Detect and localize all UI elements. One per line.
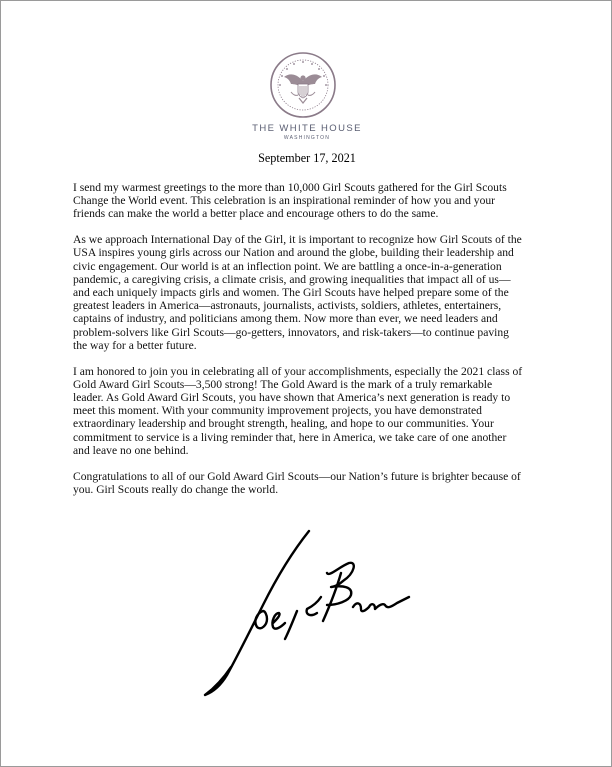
text-line: As we approach International Day of the Girl, it is important to recognize how Girl Scouts of the: [73, 233, 522, 247]
text-line: problem-solvers like Girl Scouts—go-getters, innovators, and risk-takers—to continue paving: [73, 325, 509, 339]
paragraph-4: [73, 470, 541, 496]
text-line: commitment to service is a living reminder that, here in America, we take care of one another: [73, 430, 507, 444]
text-line: pandemic, a caregiving crisis, a climate crisis, and growing inequalities that impact all of us—: [73, 272, 511, 286]
text-line: USA inspires young girls across our Nation and around the globe, building their leadership and: [73, 246, 514, 260]
presidential-seal-icon: [269, 51, 337, 119]
paragraph-2: [73, 233, 541, 352]
text-line: the way for a better future.: [73, 338, 197, 352]
text-line: I send my warmest greetings to the more than 10,000 Girl Scouts gathered for the Girl Scouts: [73, 181, 507, 194]
text-line: leader. As Gold Award Girl Scouts, you have shown that America’s next generation is ready to: [73, 391, 511, 405]
handwritten-signature: [201, 529, 411, 699]
text-line: captains of industry, and politicians among them. Now more than ever, we need leaders and: [73, 312, 498, 326]
text-line: you. Girl Scouts really do change the world.: [73, 482, 279, 496]
letterhead-title: THE WHITE HOUSE: [252, 123, 362, 134]
text-line: friends can make the world a better place and encourage others to do the same.: [73, 207, 439, 221]
letterhead-subtitle: WASHINGTON: [283, 135, 331, 141]
paragraph-1: [73, 181, 541, 221]
text-line: and leave no one behind.: [73, 443, 189, 457]
text-line: and each uniquely impacts girls and women. The Girl Scouts have helped prepare some of the: [73, 286, 509, 300]
text-line: Gold Award Girl Scouts—3,500 strong! The Gold Award is the mark of a truly remarkable: [73, 377, 493, 391]
text-line: greatest leaders in America—astronauts, journalists, activists, soldiers, athletes, entertainers,: [73, 299, 502, 313]
paragraph-3: [73, 365, 541, 457]
text-line: I am honored to join you in celebrating all of your accomplishments, especially the 2021 class of: [73, 364, 523, 378]
text-line: Congratulations to all of our Gold Award Girl Scouts—our Nation’s future is brighter because of: [73, 469, 521, 483]
letter-date: September 17, 2021: [258, 151, 356, 165]
text-line: civic engagement. Our world is at an inflection point. We are battling a once-in-a-generation: [73, 259, 502, 273]
text-line: extraordinary leadership and brought strength, healing, and hope to our communities. Your: [73, 417, 494, 431]
text-line: meet this moment. With your community improvement projects, you have demonstrated: [73, 404, 482, 418]
text-line: Change the World event. This celebration is an inspirational reminder of how you and your: [73, 194, 496, 208]
letter-body: [73, 181, 541, 509]
